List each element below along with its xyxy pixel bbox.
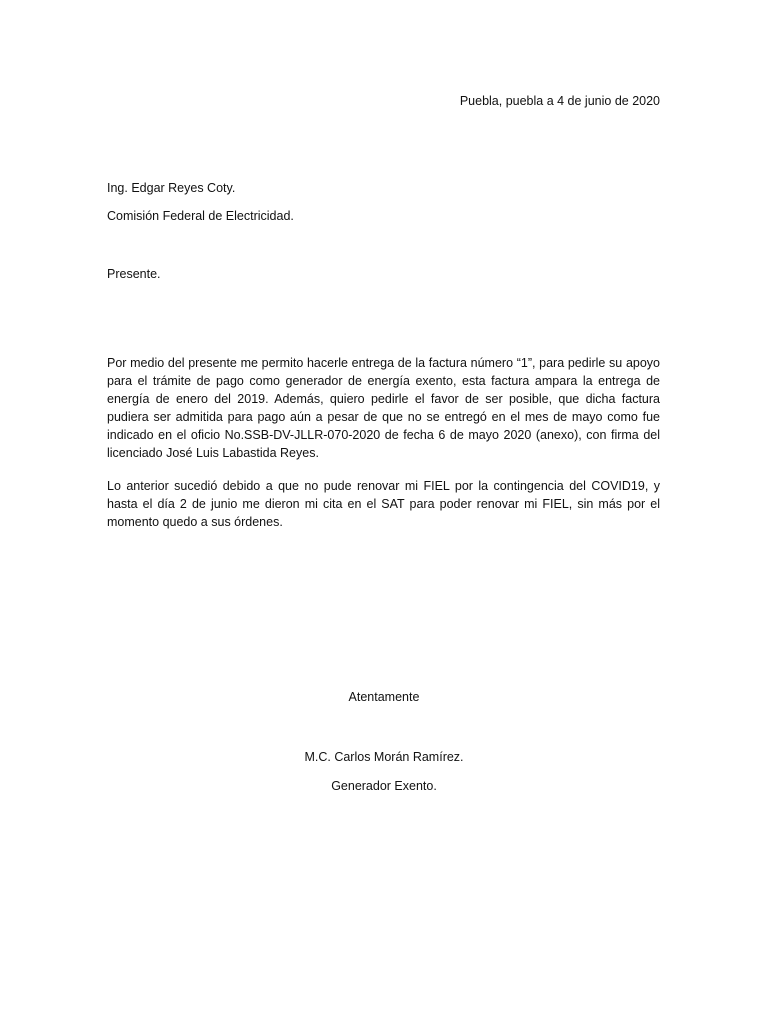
body-paragraph-1: Por medio del presente me permito hacerle entrega de la factura número “1”, para pedirle su apoyo para el trámite de pago como generador de energía exento, esta factura ampara la entrega de energía de enero del 2019. Además, quiero pedirle el favor de ser posible, que dicha factura pudiera ser admitida para pago aún a pesar de que no se entregó en el mes de mayo como fue indicado en el oficio No.SSB-DV-JLLR-070-2020 de fecha 6 de mayo 2020 (anexo), con firma del licenciado José Luis Labastida Reyes. [107,356,660,460]
signer-name: M.C. Carlos Morán Ramírez. [304,750,464,764]
signer-title: Generador Exento. [331,779,437,793]
salutation: Presente. [107,267,161,281]
closing: Atentamente [348,690,420,704]
date-line: Puebla, puebla a 4 de junio de 2020 [459,94,660,108]
recipient-name: Ing. Edgar Reyes Coty. [107,181,236,195]
recipient-organization: Comisión Federal de Electricidad. [107,209,294,223]
body-paragraph-2: Lo anterior sucedió debido a que no pude renovar mi FIEL por la contingencia del COVID19, y hasta el día 2 de junio me dieron mi cita en el SAT para poder renovar mi FIEL, sin más por el momento quedo a sus órdenes. [107,479,660,529]
